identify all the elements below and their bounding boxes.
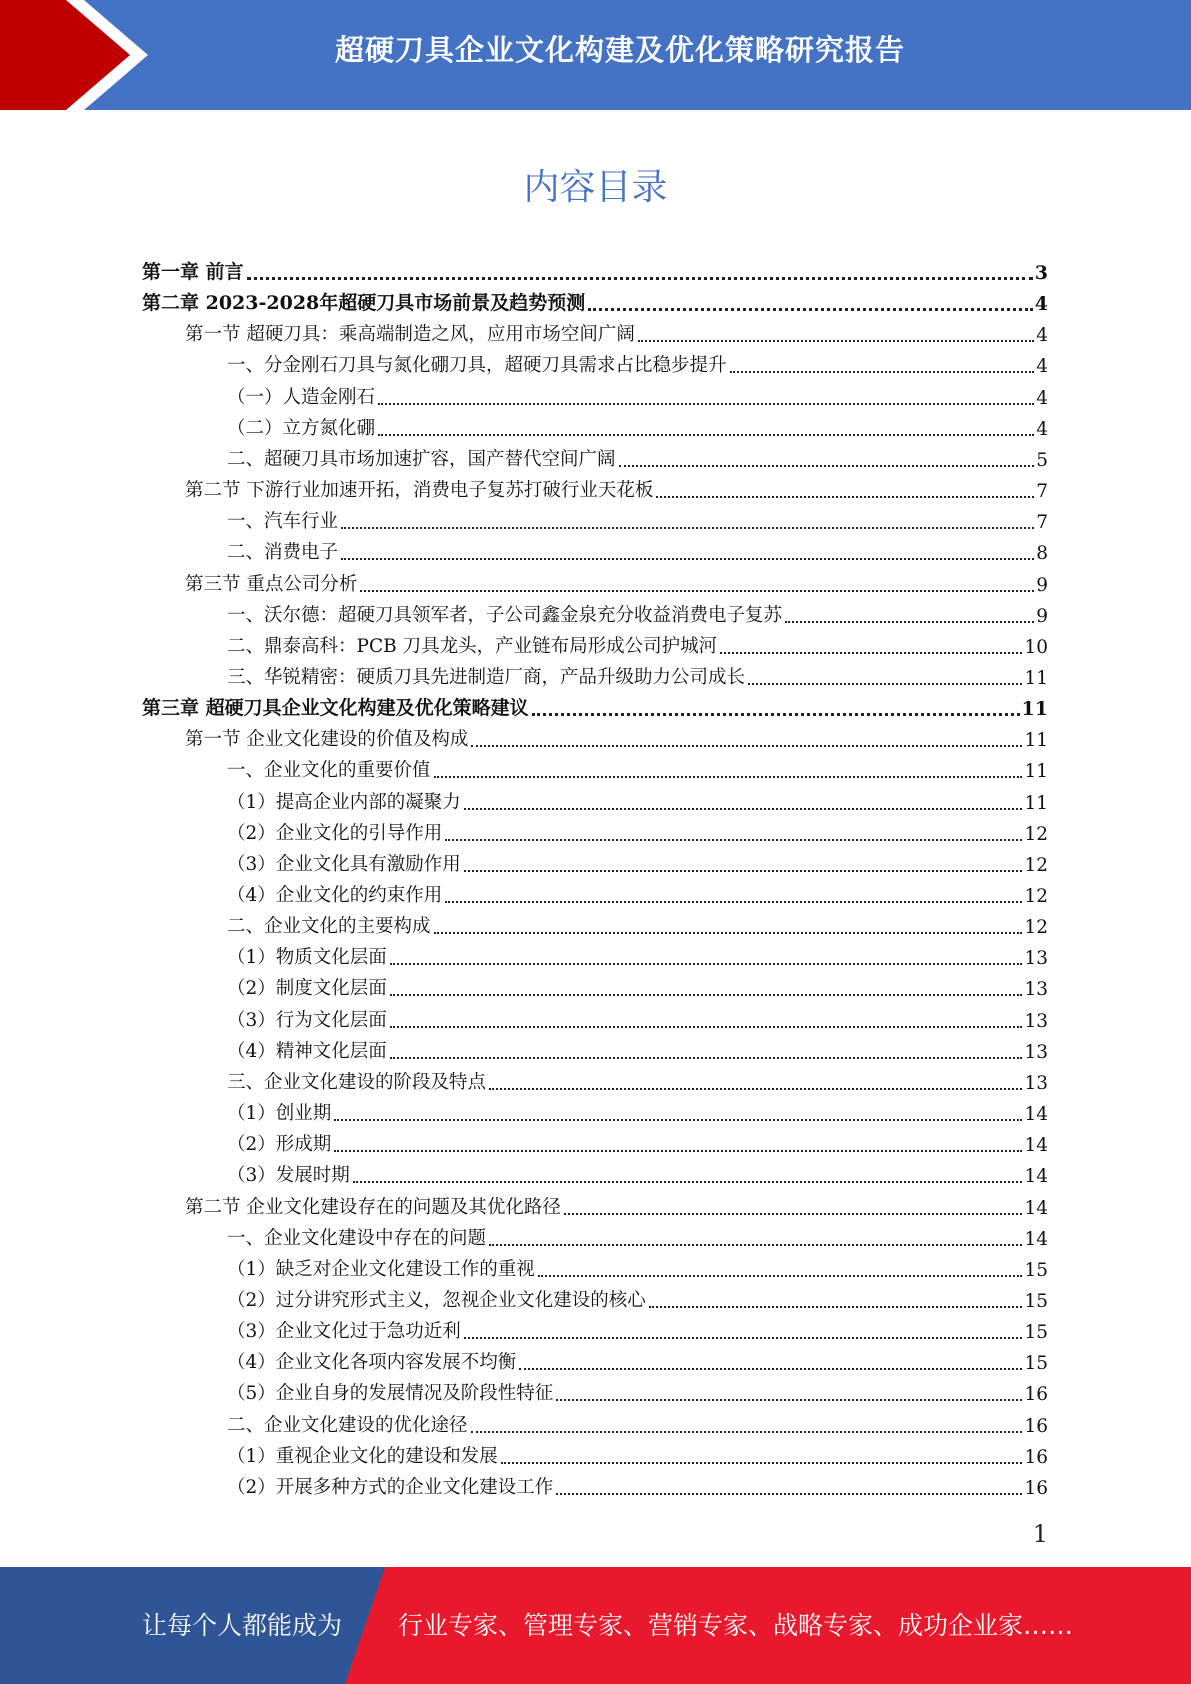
toc-dot-leader (556, 1387, 1022, 1401)
toc-dot-leader (390, 951, 1023, 965)
toc-dot-leader (489, 1076, 1022, 1090)
toc-entry-label: 一、沃尔德：超硬刀具领军者，子公司鑫金泉充分收益消费电子复苏 (227, 604, 783, 626)
toc-dot-leader (471, 733, 1022, 747)
toc-entry-page: 13 (1024, 979, 1048, 1001)
toc-entry-page: 11 (1024, 792, 1048, 814)
toc-entry[interactable] (227, 1001, 1048, 1032)
toc-entry-page: 11 (1021, 698, 1048, 721)
toc-dot-leader (638, 328, 1034, 342)
toc-dot-leader (656, 484, 1034, 498)
toc-entry-label: （一）人造金刚石 (227, 386, 376, 408)
toc-entry-label: （4）企业文化各项内容发展不均衡 (227, 1352, 517, 1374)
toc-entry[interactable] (227, 845, 1048, 876)
toc-entry-label: 二、企业文化建设的优化途径 (227, 1414, 468, 1436)
toc-entry[interactable] (185, 720, 1048, 751)
toc-entry-page: 14 (1024, 1228, 1048, 1250)
toc-dot-leader (353, 1169, 1023, 1183)
toc-entry-page: 12 (1024, 886, 1048, 907)
toc-entry-page: 16 (1024, 1415, 1048, 1437)
toc-entry-label: 二、消费电子 (227, 542, 339, 564)
toc-entry-page: 14 (1024, 1135, 1048, 1157)
toc-entry-page: 4 (1036, 387, 1048, 409)
toc-entry-label: （3）行为文化层面 (227, 1009, 387, 1031)
toc-dot-leader (564, 1201, 1023, 1215)
toc-entry-label: （1）物质文化层面 (227, 947, 387, 969)
toc-entry-page: 12 (1024, 854, 1048, 876)
toc-title: 内容目录 (523, 167, 668, 208)
toc-entry-label: （4）精神文化层面 (227, 1040, 387, 1062)
toc-entry[interactable] (227, 378, 1048, 409)
toc-entry-page: 14 (1024, 1104, 1048, 1126)
toc-entry-label: （2）过分讲究形式主义，忽视企业文化建设的核心 (227, 1289, 646, 1311)
toc-entry-label: 第一章 前言 (142, 261, 244, 283)
toc-dot-leader (390, 982, 1023, 996)
toc-entry-page: 5 (1036, 449, 1048, 471)
toc-dot-leader (489, 1232, 1022, 1246)
toc-dot-leader (471, 1419, 1023, 1433)
toc-dot-leader (519, 1356, 1022, 1370)
toc-entry-page: 11 (1024, 761, 1048, 783)
toc-entry-page: 11 (1024, 667, 1048, 689)
toc-dot-leader (464, 858, 1023, 872)
toc-dot-leader (785, 609, 1034, 623)
toc-entry-label: （二）立方氮化硼 (227, 417, 376, 439)
toc-entry[interactable] (227, 751, 1048, 782)
toc-dot-leader (720, 640, 1022, 654)
toc-entry[interactable] (227, 1468, 1048, 1499)
toc-entry-label: （1）创业期 (227, 1103, 332, 1125)
footer-slogan-left: 让每个人都能成为 (142, 1611, 343, 1640)
report-title: 超硬刀具企业文化构建及优化策略研究报告 (334, 33, 905, 67)
toc-entry-page: 9 (1036, 574, 1048, 596)
toc-entry[interactable] (227, 814, 1048, 845)
toc-entry-label: （2）制度文化层面 (227, 978, 387, 1000)
toc-dot-leader (434, 764, 1023, 778)
toc-entry-label: 三、华锐精密：硬质刀具先进制造厂商，产品升级助力公司成长 (227, 666, 746, 688)
toc-entry-label: 第二节 企业文化建设存在的问题及其优化路径 (185, 1196, 561, 1218)
toc-entry-label: 二、超硬刀具市场加速扩容，国产替代空间广阔 (227, 448, 616, 470)
toc-entry[interactable] (185, 471, 1048, 502)
toc-dot-leader (378, 391, 1034, 405)
toc-entry[interactable] (227, 1063, 1048, 1094)
toc-dot-leader (378, 422, 1034, 436)
toc-entry-page: 13 (1024, 948, 1048, 970)
toc-entry[interactable] (142, 253, 1048, 284)
toc-dot-leader (532, 702, 1020, 716)
toc-dot-leader (501, 1450, 1023, 1464)
toc-entry-label: （1）重视企业文化的建设和发展 (227, 1445, 498, 1467)
toc-dot-leader (538, 1263, 1023, 1277)
toc-entry-label: （3）企业文化过于急功近利 (227, 1321, 461, 1343)
toc-entry-page: 15 (1024, 1259, 1048, 1281)
toc-entry-label: 第三节 重点公司分析 (185, 573, 358, 595)
toc-entry-label: （3）发展时期 (227, 1165, 350, 1187)
toc-entry[interactable] (227, 969, 1048, 1000)
toc-entry-page: 15 (1024, 1353, 1048, 1375)
toc-dot-leader (730, 359, 1035, 373)
toc-entry[interactable] (227, 907, 1048, 938)
toc-entry[interactable] (227, 533, 1048, 564)
toc-entry-page: 16 (1024, 1477, 1048, 1499)
toc-entry-page: 4 (1034, 293, 1048, 316)
toc-entry-label: 第二章 2023-2028年超硬刀具市场前景及趋势预测 (142, 292, 586, 315)
toc-entry-page: 7 (1036, 512, 1048, 534)
toc-entry-page: 10 (1024, 636, 1048, 658)
toc-dot-leader (247, 266, 1033, 280)
toc-entry[interactable] (142, 689, 1048, 720)
toc-dot-leader (748, 671, 1022, 685)
toc-entry-label: （2）形成期 (227, 1134, 332, 1156)
toc-entry[interactable] (227, 1312, 1048, 1343)
toc-entry-page: 14 (1024, 1166, 1048, 1188)
toc-entry[interactable] (185, 565, 1048, 596)
page-footer (0, 1567, 1191, 1684)
toc-entry[interactable] (185, 315, 1048, 346)
toc-entry-page: 4 (1036, 356, 1048, 378)
toc-entry-label: 一、企业文化的重要价值 (227, 760, 431, 782)
toc-entry[interactable] (227, 1406, 1048, 1437)
toc-entry-page: 7 (1036, 481, 1048, 503)
toc-entry-page: 16 (1024, 1384, 1048, 1406)
toc-entry[interactable] (227, 409, 1048, 440)
toc-entry-label: 二、鼎泰高科：PCB 刀具龙头，产业链布局形成公司护城河 (227, 635, 718, 657)
toc-entry-label: 三、企业文化建设的阶段及特点 (227, 1071, 487, 1093)
toc-entry-page: 13 (1024, 1041, 1048, 1063)
toc-dot-leader (334, 1138, 1022, 1152)
toc-entry-page: 4 (1036, 418, 1048, 440)
toc-entry[interactable] (142, 284, 1048, 315)
toc-dot-leader (445, 827, 1022, 841)
toc-entry-page: 12 (1024, 917, 1048, 939)
toc-entry-label: 二、企业文化的主要构成 (227, 916, 431, 938)
toc-entry-label: 第三章 超硬刀具企业文化构建及优化策略建议 (142, 697, 529, 720)
toc-entry[interactable] (227, 1437, 1048, 1468)
toc-dot-leader (360, 578, 1034, 592)
page-number: 1 (1032, 1520, 1048, 1548)
toc-dot-leader (390, 1045, 1023, 1059)
toc-entry[interactable] (227, 1125, 1048, 1156)
toc-entry[interactable] (227, 658, 1048, 689)
toc-entry-label: （5）企业自身的发展情况及阶段性特征 (227, 1383, 554, 1405)
toc-entry-page: 13 (1024, 1010, 1048, 1032)
toc-entry-label: 一、分金刚石刀具与氮化硼刀具，超硬刀具需求占比稳步提升 (227, 355, 727, 377)
toc-dot-leader (341, 546, 1034, 560)
toc-entry-page: 13 (1024, 1072, 1048, 1094)
toc-dot-leader (556, 1481, 1022, 1495)
toc-entry[interactable] (227, 440, 1048, 471)
footer-slogan-right: 行业专家、管理专家、营销专家、战略专家、成功企业家…… (398, 1611, 1074, 1640)
toc-entry-label: 第二节 下游行业加速开拓，消费电子复苏打破行业天花板 (185, 480, 654, 502)
toc-entry[interactable] (227, 1281, 1048, 1312)
toc-dot-leader (434, 920, 1023, 934)
toc-entry-label: （4）企业文化的约束作用 (227, 885, 443, 906)
toc-entry[interactable] (227, 1343, 1048, 1374)
toc-dot-leader (341, 515, 1034, 529)
toc-entry[interactable] (185, 1188, 1048, 1219)
toc-entry-page: 11 (1024, 730, 1048, 752)
toc-entry[interactable] (227, 1250, 1048, 1281)
toc-entry-page: 8 (1036, 543, 1048, 565)
toc-dot-leader (619, 453, 1035, 467)
toc-entry[interactable] (227, 596, 1048, 627)
toc-entry[interactable] (227, 346, 1048, 377)
toc-entry-page: 12 (1024, 823, 1048, 845)
toc-entry-page: 4 (1036, 325, 1048, 347)
toc-entry[interactable] (227, 1094, 1048, 1125)
toc-entry-label: （1）缺乏对企业文化建设工作的重视 (227, 1258, 535, 1280)
toc-dot-leader (588, 297, 1033, 311)
toc-entry-page: 14 (1024, 1197, 1048, 1219)
toc-entry[interactable] (227, 1219, 1048, 1250)
toc-entry[interactable] (227, 502, 1048, 533)
toc-dot-leader (464, 796, 1023, 810)
toc-entry[interactable] (227, 1374, 1048, 1405)
toc-entry-label: （2）开展多种方式的企业文化建设工作 (227, 1476, 554, 1498)
toc-entry[interactable] (227, 876, 1048, 907)
toc-entry[interactable] (227, 1032, 1048, 1063)
toc-entry-label: 第一节 企业文化建设的价值及构成 (185, 729, 469, 751)
toc-entry[interactable] (227, 783, 1048, 814)
toc-entry-label: （1）提高企业内部的凝聚力 (227, 791, 461, 813)
toc-entry-label: 一、汽车行业 (227, 511, 339, 533)
toc-entry[interactable] (227, 1156, 1048, 1187)
toc-dot-leader (334, 1107, 1022, 1121)
toc-entry-page: 15 (1024, 1322, 1048, 1344)
toc-entry-page: 15 (1024, 1290, 1048, 1312)
toc-dot-leader (649, 1294, 1023, 1308)
toc-entry-label: （2）企业文化的引导作用 (227, 822, 443, 844)
toc-entry[interactable] (227, 627, 1048, 658)
toc-entry-page: 16 (1024, 1446, 1048, 1468)
toc-entry-label: 一、企业文化建设中存在的问题 (227, 1227, 487, 1249)
toc-entry-label: 第一节 超硬刀具：乘高端制造之风，应用市场空间广阔 (185, 324, 635, 346)
toc-dot-leader (390, 1014, 1023, 1028)
toc-entry-label: （3）企业文化具有激励作用 (227, 853, 461, 875)
toc-entry-page: 9 (1036, 605, 1048, 627)
page-header (0, 0, 1191, 110)
toc-entry[interactable] (227, 938, 1048, 969)
toc-dot-leader (445, 889, 1022, 903)
toc-dot-leader (464, 1325, 1023, 1339)
toc-entry-page: 3 (1034, 262, 1048, 284)
